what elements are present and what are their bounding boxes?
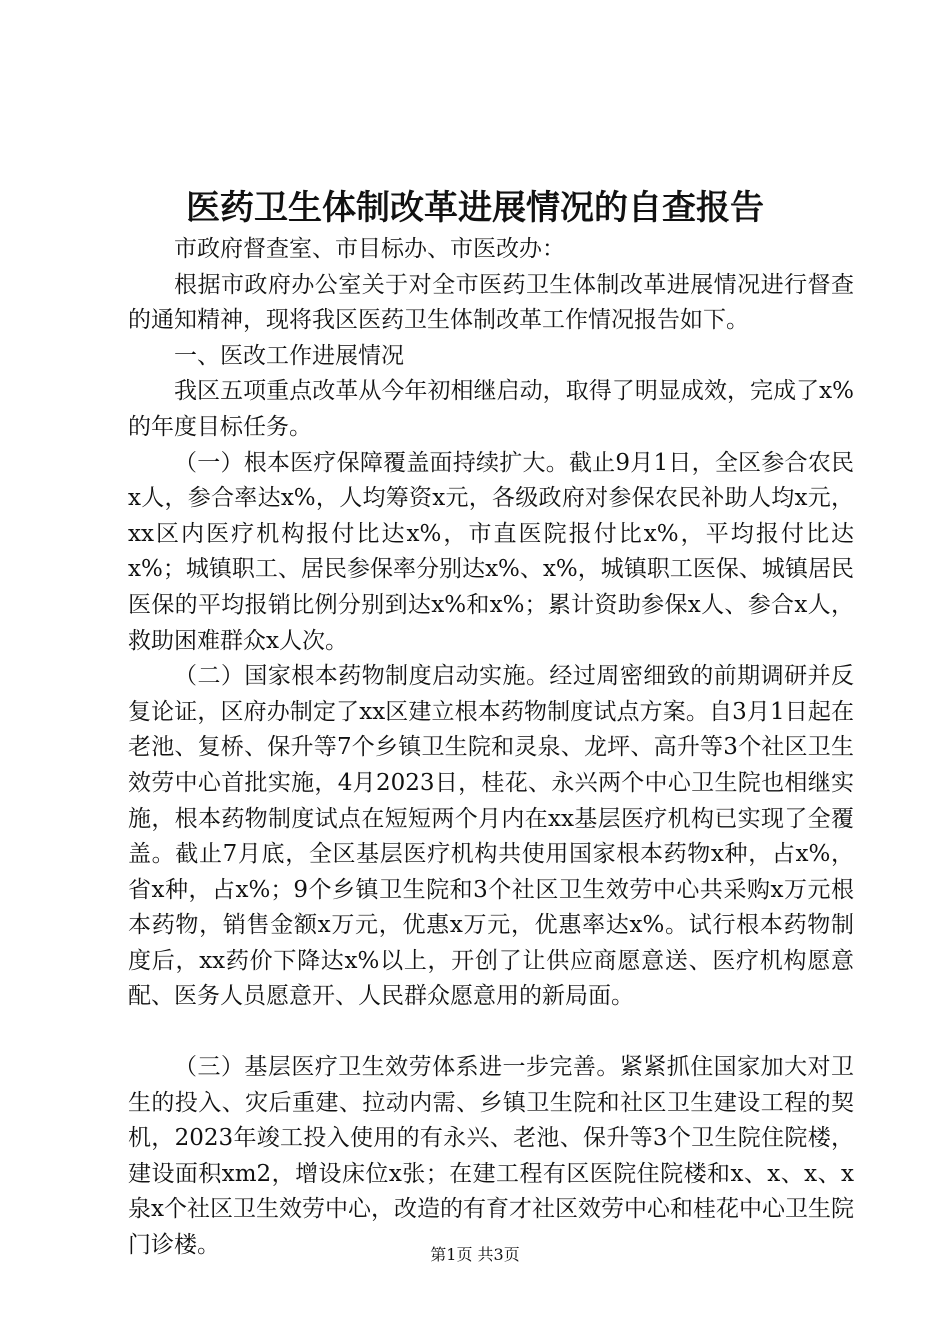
page-title: 医药卫生体制改革进展情况的自查报告 [186, 188, 764, 228]
paragraph-essential-drugs: （二）国家根本药物制度启动实施。经过周密细致的前期调研并反复论证，区府办制定了xx区建立根本药物制度试点方案。自3月1日起在老池、复桥、保升等7个乡镇卫生院和灵泉、龙坪、高升等3个社区卫生效劳中心首批实施，4月2023日，桂花、永兴两个中心卫生院也相继实施，根本药物制度试点在短短两个月内在xx基层医疗机构已实现了全覆盖。截止7月底，全区基层医疗机构共使用国家根本药物x种，占x%，省x种，占x%；9个乡镇卫生院和3个社区卫生效劳中心共采购x万元根本药物，销售金额x万元，优惠x万元，优惠率达x%。试行根本药物制度后，xx药价下降达x%以上，开创了让供应商愿意送、医疗机构愿意配、医务人员愿意开、人民群众愿意用的新局面。 [128, 663, 854, 1010]
paragraph-primary-care: （三）基层医疗卫生效劳体系进一步完善。紧紧抓住国家加大对卫生的投入、灾后重建、拉动内需、乡镇卫生院和社区卫生建设工程的契机，2023年竣工投入使用的有永兴、老池、保升等3个卫生院住院楼，建设面积xm2，增设床位x张；在建工程有区医院住院楼和x、x、x、x泉x个社区卫生效劳中心，改造的有育才社区效劳中心和桂花中心卫生院门诊楼。 [128, 1054, 854, 1259]
addressee-line: 市政府督查室、市目标办、市医改办： [174, 236, 565, 262]
summary-paragraph: 我区五项重点改革从今年初相继启动，取得了明显成效，完成了x%的年度目标任务。 [128, 378, 854, 440]
document-body [128, 232, 854, 1264]
paragraph-insurance: （一）根本医疗保障覆盖面持续扩大。截止9月1日，全区参合农民x人，参合率达x%，人均筹资x元，各级政府对参保农民补助人均x元，xx区内医疗机构报付比达x%，市直医院报付比x%，平均报付比达x%；城镇职工、居民参保率分别达x%、x%，城镇职工医保、城镇居民医保的平均报销比例分别到达x%和x%；累计资助参保x人、参合x人，救助困难群众x人次。 [128, 449, 854, 654]
section-heading: 一、医改工作进展情况 [174, 342, 404, 369]
page-footer: 第1页 共3页 [430, 1245, 520, 1264]
intro-paragraph: 根据市政府办公室关于对全市医药卫生体制改革进展情况进行督查的通知精神，现将我区医药卫生体制改革工作情况报告如下。 [128, 271, 854, 334]
